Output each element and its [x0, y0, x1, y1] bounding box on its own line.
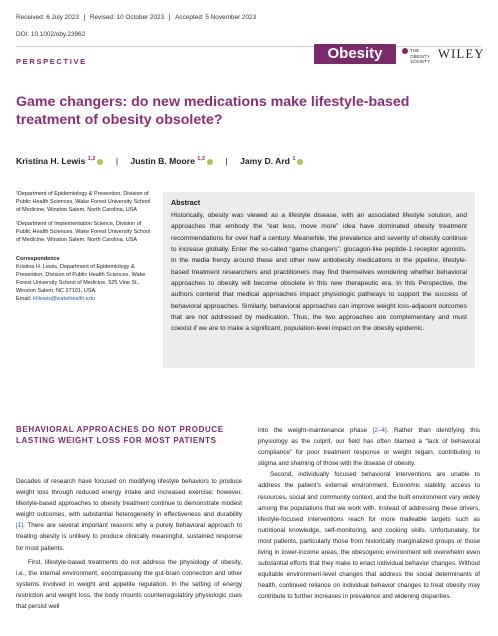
- abstract-heading: Abstract: [171, 198, 201, 207]
- citation-link[interactable]: [1]: [16, 522, 24, 530]
- accepted-date: Accepted: 5 November 2023: [175, 14, 257, 22]
- header-divider: [16, 46, 481, 47]
- society-logo: THE OBESITY SOCIETY: [402, 48, 430, 64]
- correspondence-heading: Correspondence: [16, 256, 60, 263]
- abstract-text: Historically, obesity was viewed as a lifestyle disease, with an associated lifestyle solution, and approaches that embody the “eat less, move more” idea have dominated obesity treatment recommendations for over half a century. Meanwhile, the prevalence and severity of obesity continue to increase globally. Enter the so-called “game changers”: glucagon-like peptide-1 receptor agonists. In the media frenzy around these and other new antiobesity medications in the pipeline, lifestyle-based treatment researchers and practitioners may find themselves wondering whether behavioral approaches to obesity will become obsolete in this new therapeutic era. In this Perspective, the authors contend that medical approaches impact physiologic pathways to support the success of behavioral approaches. Similarly, behavioral approaches can improve weight loss-adjacent outcomes that are not addressed by medication. Thus, the two approaches are complementary and must coexist if we are to make a significant, population-level impact on the obesity epidemic.: [171, 212, 467, 333]
- author-list: Kristina H. Lewis $^{1,2}$ | Justin B. Moore $^{1,2}$ | Jamy D. Ard $^1$: [16, 156, 303, 166]
- received-date: Received: 6 July 2023: [16, 14, 79, 22]
- affiliation-1: ¹Department of Epidemiology & Prevention, Division of Public Health Sciences, Wake Forest University School of Medicine, Winston Salem, North Carolina, USA: [16, 191, 151, 213]
- publisher-logo: WILEY: [438, 47, 485, 61]
- journal-logo[interactable]: Obesity: [314, 44, 396, 64]
- affiliations: [16, 191, 156, 304]
- revised-date: Revised: 10 October 2023: [89, 14, 165, 22]
- body-column-right: [258, 425, 480, 603]
- paragraph-3: into the weight-maintenance phase [2–4]. Rather than identifying this physiology as the culprit, our field has often blamed a “lack of behavioral compliance” for poor treatment response or weight regain, contributing to stigma and shaming of those with the disease of obesity.: [258, 427, 480, 468]
- paragraph-4: Second, individually focused behavioral interventions are unable to address the patient’s external environment. Economic stability, access to resources, social and community context, and the built environment vary widely among the populations that we work with. Instead of addressing these drivers, lifestyle-focused interventions reach for more malleable targets such as nutritional knowledge, self-monitoring, and cooking skills. Unfortunately, for most patients, particularly those from historically marginalized groups or those living in lower-income areas, the obesogenic environment will overwhelm even substantial efforts that they make to enact individual behavior changes. Without equitable environment-level changes that address the social determinants of health, continued reliance on individual behavior changes to treat obesity may contribute to further increases in prevalence and widening disparities.: [258, 471, 480, 601]
- paragraph-1: Decades of research have focused on modifying lifestyle behaviors to produce weight loss through reduced energy intake and increased exercise; however, lifestyle-based approaches to obesity treatment continue to demonstrate modest weight outcomes, with substantial heterogeneity in effectiveness and durability [1]. There are several important reasons why a purely behavioral approach to treating obesity is unlikely to produce clinically meaningful, sustained response for most patients.: [16, 478, 242, 552]
- section-heading: BEHAVIORAL APPROACHES DO NOT PRODUCE LASTING WEIGHT LOSS FOR MOST PATIENTS: [16, 425, 224, 445]
- affiliation-2: ²Department of Implementation Science, Division of Public Health Sciences, Wake Forest University School of Medicine, Winston Salem, North Carolina, USA: [16, 220, 151, 243]
- citation-link[interactable]: [2–4]: [372, 427, 387, 434]
- paragraph-2: First, lifestyle-based treatments do not address the physiology of obesity, i.e., the internal environment, encompassing the gut-brain connection and other systems involved in weight and appetite regulation. In the setting of energy restriction and weight loss, the body mounts counterregulatory physiologic cues that persist well: [16, 558, 242, 611]
- orcid-icon[interactable]: [207, 159, 213, 165]
- orcid-icon[interactable]: [97, 159, 103, 165]
- correspondence-text: Kristina H. Lewis, Department of Epidemiology & Prevention, Division of Public Health Sciences, Wake Forest University School of Medicine, 525 Vine St., Winston Salem, NC 27101, USA.: [16, 264, 146, 295]
- correspondence-email: Email: khlewis@wakehealth.edu: [16, 295, 95, 302]
- body-column-left: [16, 476, 242, 612]
- article-title: Game changers: do new medications make lifestyle-based treatment of obesity obsolete?: [16, 94, 410, 128]
- section-label: PERSPECTIVE: [16, 57, 87, 66]
- author-name: Kristina H. Lewis: [16, 156, 86, 166]
- author-name: Justin B. Moore: [130, 156, 195, 166]
- article-dates: [16, 14, 256, 21]
- author-name: Jamy D. Ard: [240, 156, 290, 166]
- email-link[interactable]: khlewis@wakehealth.edu: [32, 295, 95, 302]
- society-circle-icon: [402, 48, 408, 54]
- doi[interactable]: DOI: 10.1002/oby.23962: [16, 31, 86, 38]
- orcid-icon[interactable]: [297, 159, 303, 165]
